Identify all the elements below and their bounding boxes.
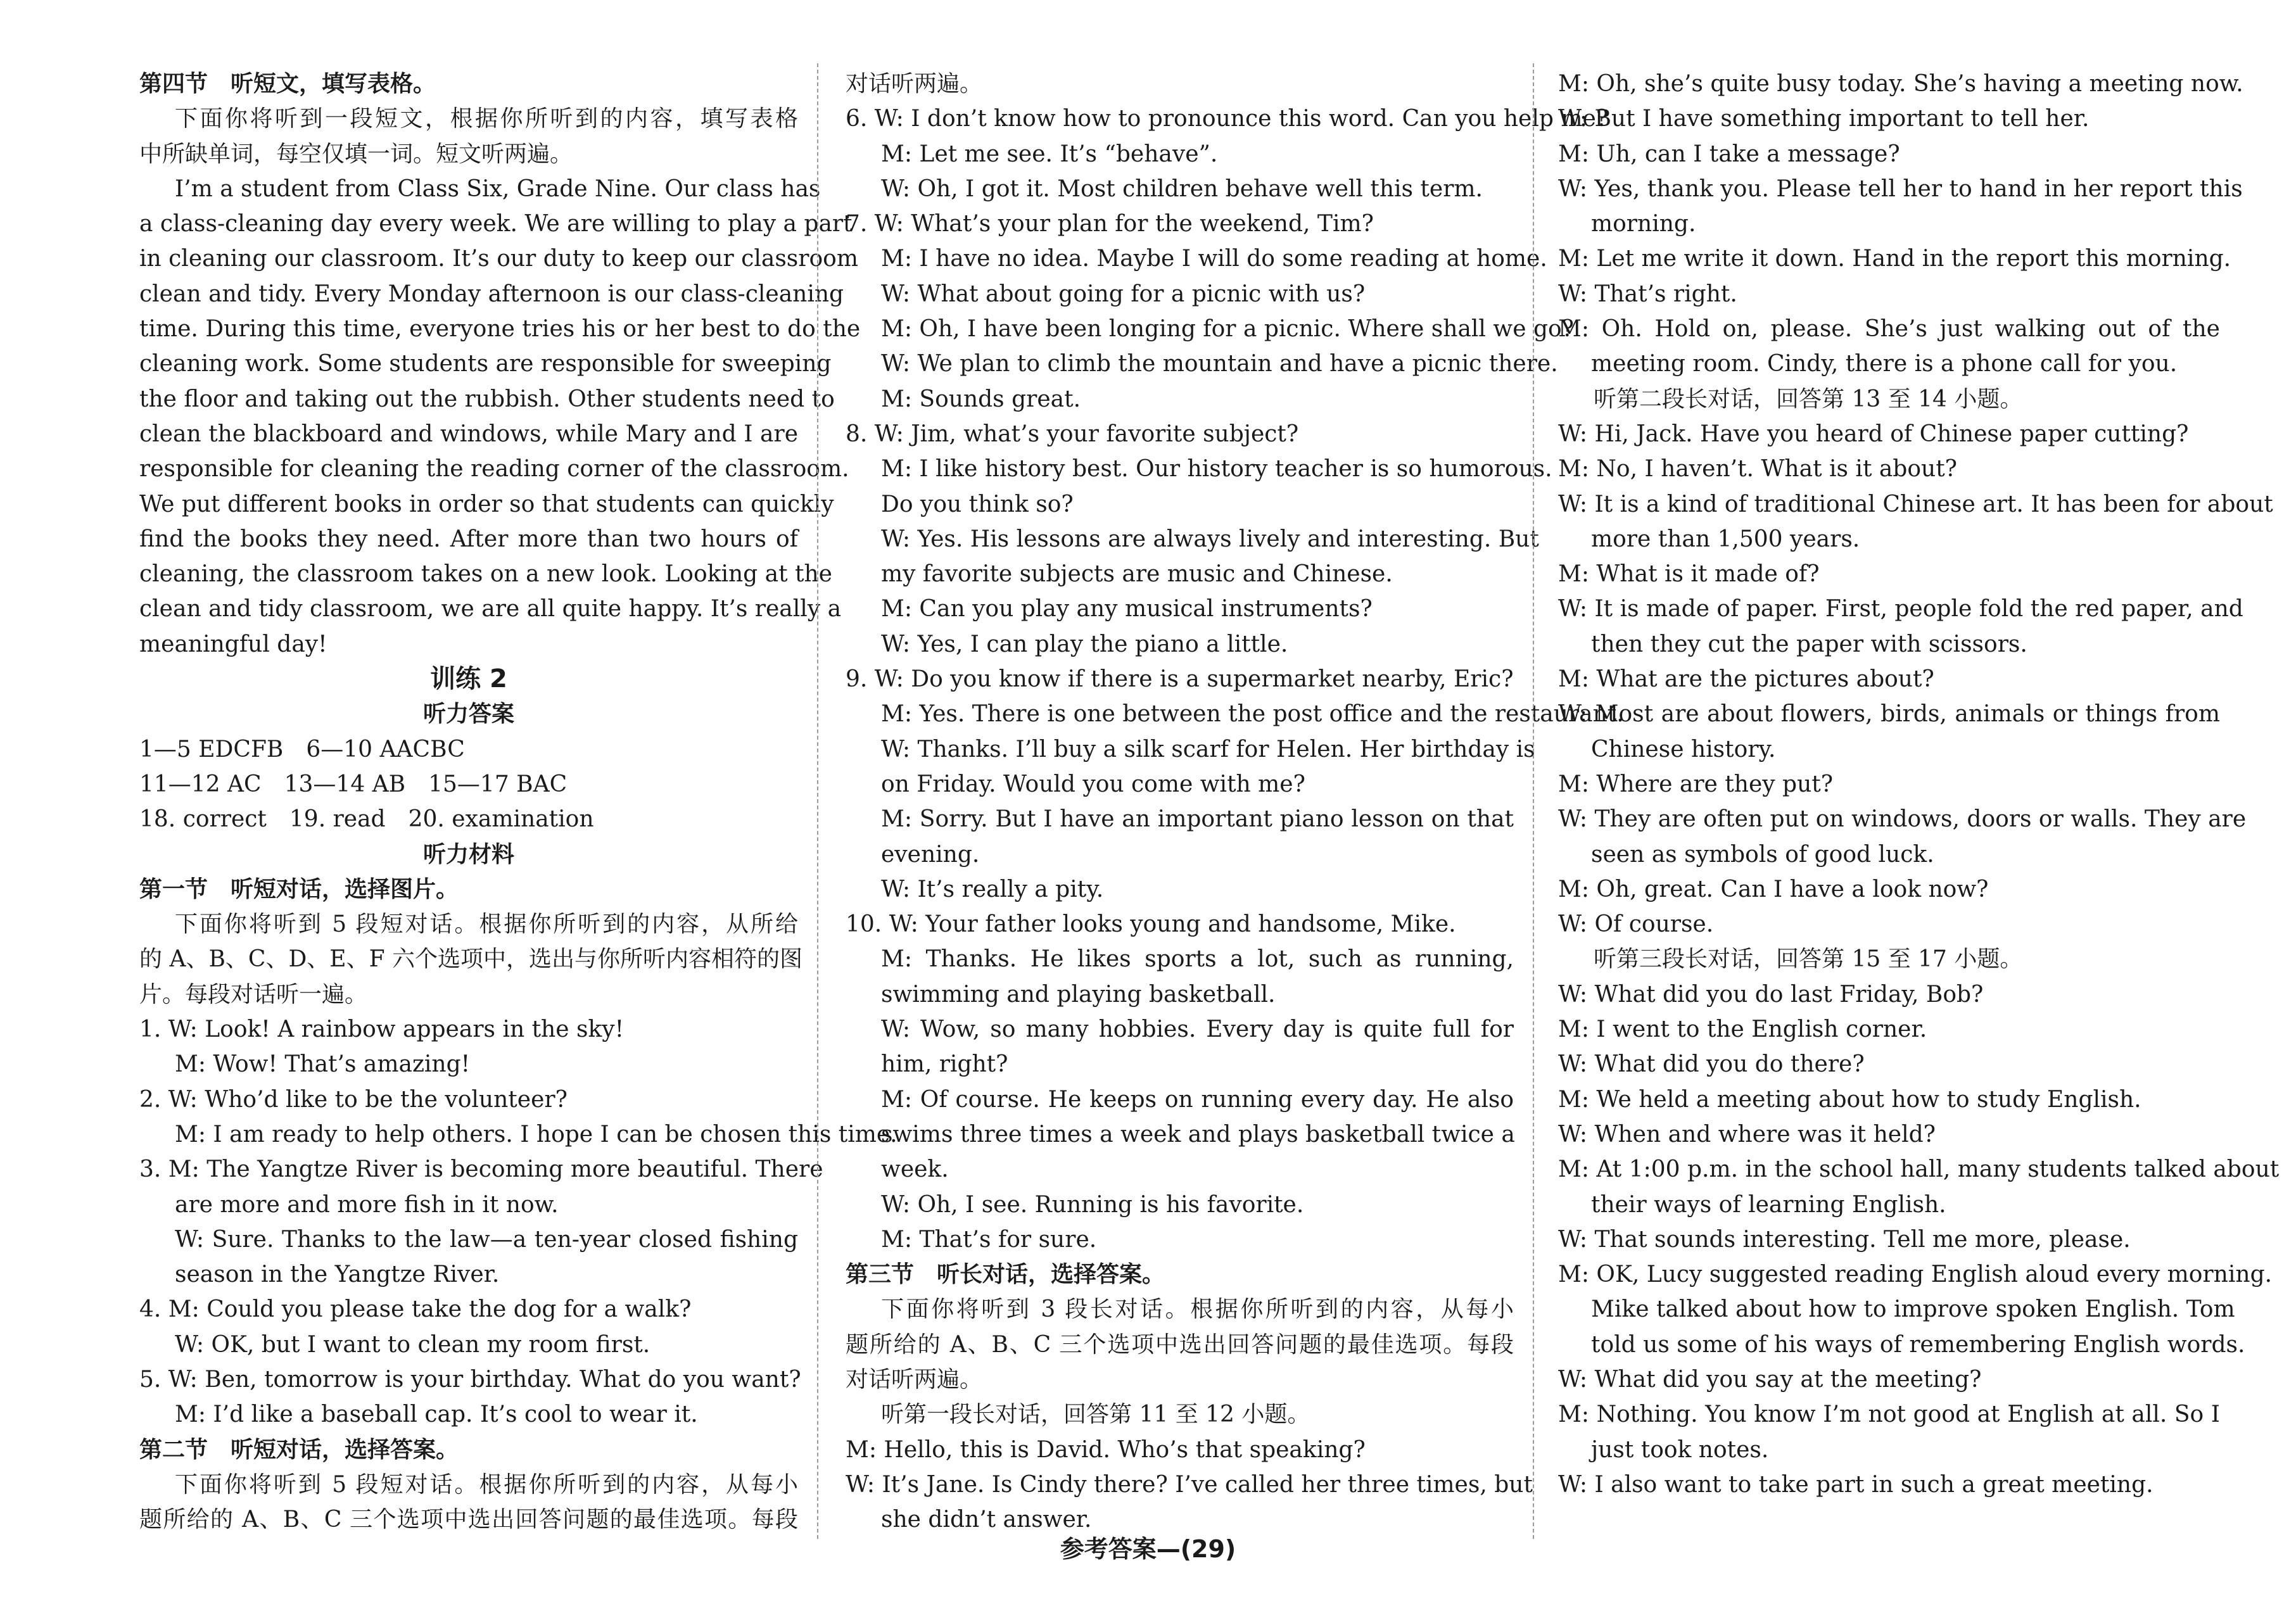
text-line: 第四节 听短文，填写表格。	[139, 71, 436, 97]
text-line: just took notes.	[1591, 1436, 1769, 1463]
text-line: M: Of course. He keeps on running every day. He also	[881, 1086, 1514, 1113]
text-line: 5. W: Ben, tomorrow is your birthday. What do you want?	[139, 1366, 801, 1393]
text-line: W: It’s Jane. Is Cindy there? I’ve called her three times, but	[846, 1471, 1533, 1498]
text-line: W: But I have something important to tell her.	[1558, 106, 2090, 132]
text-line: W: What did you say at the meeting?	[1558, 1366, 1982, 1393]
text-line: 6. W: I don’t know how to pronounce this word. Can you help me?	[846, 106, 1609, 132]
text-line: responsible for cleaning the reading corner of the classroom.	[139, 456, 849, 483]
text-line: M: I am ready to help others. I hope I can be chosen this time.	[175, 1121, 897, 1148]
text-line: morning.	[1591, 211, 1696, 237]
text-line: meeting room. Cindy, there is a phone call for you.	[1591, 351, 2178, 377]
text-line: 第一节 听短对话，选择图片。	[139, 876, 459, 902]
text-line: swims three times a week and plays basketball twice a	[881, 1121, 1515, 1148]
text-line: are more and more fish in it now.	[175, 1191, 559, 1218]
text-line: 9. W: Do you know if there is a supermarket nearby, Eric?	[846, 666, 1514, 693]
text-line: M: We held a meeting about how to study English.	[1558, 1086, 2141, 1113]
text-line: M: At 1:00 p.m. in the school hall, many students talked about	[1558, 1156, 2280, 1183]
text-line: 题所给的 A、B、C 三个选项中选出回答问题的最佳选项。每段	[846, 1331, 1514, 1358]
text-line: W: Oh, I got it. Most children behave well this term.	[881, 175, 1483, 202]
text-line: swimming and playing basketball.	[881, 981, 1276, 1008]
text-line: W: What did you do last Friday, Bob?	[1558, 981, 1984, 1008]
text-line: I’m a student from Class Six, Grade Nine. Our class has	[175, 175, 821, 202]
text-line: W: I also want to take part in such a great meeting.	[1558, 1471, 2153, 1498]
text-line: M: Sorry. But I have an important piano lesson on that	[881, 806, 1514, 833]
text-line: Mike talked about how to improve spoken English. Tom	[1591, 1296, 2235, 1323]
text-line: 7. W: What’s your plan for the weekend, Tim?	[846, 211, 1374, 237]
text-line: W: What about going for a picnic with us?	[881, 281, 1366, 307]
text-line: him, right?	[881, 1051, 1008, 1078]
text-line: M: Oh. Hold on, please. She’s just walking out of the	[1558, 316, 2220, 343]
text-line: in cleaning our classroom. It’s our duty to keep our classroom	[139, 246, 858, 272]
text-line: 听第一段长对话，回答第 11 至 12 小题。	[881, 1401, 1310, 1428]
text-line: M: Nothing. You know I’m not good at English at all. So I	[1558, 1401, 2220, 1428]
text-line: W: Hi, Jack. Have you heard of Chinese paper cutting?	[1558, 421, 2189, 447]
text-line: seen as symbols of good luck.	[1591, 841, 1934, 868]
text-line: 18. correct 19. read 20. examination	[139, 806, 594, 833]
text-line: M: Hello, this is David. Who’s that speaking?	[846, 1436, 1366, 1463]
text-line: 题所给的 A、B、C 三个选项中选出回答问题的最佳选项。每段	[139, 1507, 798, 1533]
text-line: W: Of course.	[1558, 911, 1714, 938]
page-footer: 参考答案—(29)	[1060, 1535, 1236, 1563]
text-line: M: Let me write it down. Hand in the report this morning.	[1558, 246, 2231, 272]
text-line: M: I like history best. Our history teacher is so humorous.	[881, 456, 1552, 483]
text-line: W: What did you do there?	[1558, 1051, 1865, 1078]
text-line: M: Oh, she’s quite busy today. She’s having a meeting now.	[1558, 71, 2243, 97]
text-line: 听力答案	[422, 701, 514, 728]
text-line: W: It is made of paper. First, people fold the red paper, and	[1558, 596, 2243, 623]
text-line: M: Thanks. He likes sports a lot, such as running,	[881, 946, 1514, 973]
text-line: W: Yes, I can play the piano a little.	[881, 631, 1288, 657]
text-line: M: Can you play any musical instruments?	[881, 596, 1373, 623]
text-line: meaningful day!	[139, 631, 327, 657]
text-line: 下面你将听到 3 段长对话。根据你所听到的内容，从每小	[881, 1296, 1514, 1323]
text-line: 10. W: Your father looks young and handsome, Mike.	[846, 911, 1456, 938]
column-divider-2	[1533, 63, 1534, 1539]
column-divider-1	[817, 63, 818, 1539]
text-line: she didn’t answer.	[881, 1507, 1092, 1533]
text-line: M: That’s for sure.	[881, 1226, 1097, 1253]
text-line: M: What are the pictures about?	[1558, 666, 1934, 693]
text-line: We put different books in order so that students can quickly	[139, 491, 834, 517]
text-line: M: Where are they put?	[1558, 771, 1834, 797]
text-line: M: I’d like a baseball cap. It’s cool to wear it.	[175, 1401, 698, 1428]
text-line: 1—5 EDCFB 6—10 AACBC	[139, 736, 465, 762]
text-line: Chinese history.	[1591, 736, 1776, 762]
text-line: 3. M: The Yangtze River is becoming more beautiful. There	[139, 1156, 823, 1183]
text-line: find the books they need. After more than two hours of	[139, 526, 798, 552]
column-right	[1558, 66, 2280, 1502]
text-line: W: That sounds interesting. Tell me more, please.	[1558, 1226, 2131, 1253]
text-line: W: Wow, so many hobbies. Every day is quite full for	[881, 1016, 1514, 1043]
text-line: the floor and taking out the rubbish. Other students need to	[139, 386, 835, 412]
text-line: M: OK, Lucy suggested reading English aloud every morning.	[1558, 1262, 2273, 1288]
text-line: 听第三段长对话，回答第 15 至 17 小题。	[1594, 946, 2023, 973]
text-line: 下面你将听到 5 段短对话。根据你所听到的内容，从所给	[175, 911, 798, 938]
text-line: M: Sounds great.	[881, 386, 1081, 412]
text-line: 下面你将听到一段短文，根据你所听到的内容，填写表格	[175, 106, 798, 132]
text-line: W: Yes. His lessons are always lively and interesting. But	[881, 526, 1539, 552]
text-line: M: Uh, can I take a message?	[1558, 141, 1900, 167]
text-line: 下面你将听到 5 段短对话。根据你所听到的内容，从每小	[175, 1471, 798, 1498]
text-line: W: Most are about flowers, birds, animals or things from	[1558, 701, 2220, 728]
text-line: 第二节 听短对话，选择答案。	[139, 1436, 459, 1463]
text-line: W: Thanks. I’ll buy a silk scarf for Helen. Her birthday is	[881, 736, 1535, 762]
text-line: 训练 2	[430, 664, 507, 694]
text-line: W: It is a kind of traditional Chinese art. It has been for about	[1558, 491, 2273, 517]
text-line: W: Yes, thank you. Please tell her to hand in her report this	[1558, 175, 2243, 202]
text-line: W: They are often put on windows, doors or walls. They are	[1558, 806, 2247, 833]
text-line: 中所缺单词，每空仅填一词。短文听两遍。	[139, 141, 573, 167]
text-line: 2. W: Who’d like to be the volunteer?	[139, 1086, 568, 1113]
text-line: clean and tidy classroom, we are all quite happy. It’s really a	[139, 596, 842, 623]
text-line: 11—12 AC 13—14 AB 15—17 BAC	[139, 771, 568, 797]
text-line: M: Let me see. It’s “behave”.	[881, 141, 1218, 167]
text-line: 片。每段对话听一遍。	[139, 981, 368, 1008]
text-line: week.	[881, 1156, 949, 1183]
text-line: season in the Yangtze River.	[175, 1262, 500, 1288]
text-line: on Friday. Would you come with me?	[881, 771, 1305, 797]
text-line: 1. W: Look! A rainbow appears in the sky!	[139, 1016, 625, 1043]
text-line: M: Oh, great. Can I have a look now?	[1558, 876, 1989, 902]
text-line: 第三节 听长对话，选择答案。	[846, 1262, 1165, 1288]
text-line: cleaning work. Some students are responsible for sweeping	[139, 351, 832, 377]
text-line: W: Oh, I see. Running is his favorite.	[881, 1191, 1304, 1218]
text-line: Do you think so?	[881, 491, 1074, 517]
text-line: M: I went to the English corner.	[1558, 1016, 1927, 1043]
text-line: 8. W: Jim, what’s your favorite subject?	[846, 421, 1299, 447]
text-line: clean and tidy. Every Monday afternoon is our class-cleaning	[139, 281, 844, 307]
text-line: 4. M: Could you please take the dog for a walk?	[139, 1296, 692, 1323]
text-line: 听第二段长对话，回答第 13 至 14 小题。	[1594, 386, 2023, 412]
text-line: evening.	[881, 841, 980, 868]
text-line: their ways of learning English.	[1591, 1191, 1946, 1218]
text-line: 对话听两遍。	[846, 1366, 983, 1393]
text-line: W: OK, but I want to clean my room first.	[175, 1331, 650, 1358]
column-middle	[846, 66, 1624, 1537]
text-line: more than 1,500 years.	[1591, 526, 1860, 552]
column-left	[139, 66, 897, 1537]
text-line: 的 A、B、C、D、E、F 六个选项中，选出与你所听内容相符的图	[139, 946, 803, 973]
text-line: my favorite subjects are music and Chinese.	[881, 561, 1393, 588]
text-line: 听力材料	[422, 841, 514, 868]
text-line: time. During this time, everyone tries his or her best to do the	[139, 316, 861, 343]
text-line: a class-cleaning day every week. We are willing to play a part	[139, 211, 853, 237]
text-line: W: That’s right.	[1558, 281, 1737, 307]
text-line: M: I have no idea. Maybe I will do some reading at home.	[881, 246, 1547, 272]
text-line: M: Oh, I have been longing for a picnic. Where shall we go?	[881, 316, 1574, 343]
text-line: M: No, I haven’t. What is it about?	[1558, 456, 1957, 483]
text-line: M: What is it made of?	[1558, 561, 1820, 588]
text-line: W: When and where was it held?	[1558, 1121, 1936, 1148]
text-line: W: We plan to climb the mountain and have a picnic there.	[881, 351, 1558, 377]
text-line: then they cut the paper with scissors.	[1591, 631, 2027, 657]
text-line: clean the blackboard and windows, while Mary and I are	[139, 421, 798, 447]
text-line: cleaning, the classroom takes on a new look. Looking at the	[139, 561, 832, 588]
text-line: M: Yes. There is one between the post office and the restaurant.	[881, 701, 1624, 728]
text-line: told us some of his ways of remembering English words.	[1591, 1331, 2245, 1358]
text-line: W: Sure. Thanks to the law—a ten-year closed fishing	[175, 1226, 798, 1253]
text-line: 对话听两遍。	[846, 71, 983, 97]
text-line: W: It’s really a pity.	[881, 876, 1104, 902]
text-line: M: Wow! That’s amazing!	[175, 1051, 471, 1078]
